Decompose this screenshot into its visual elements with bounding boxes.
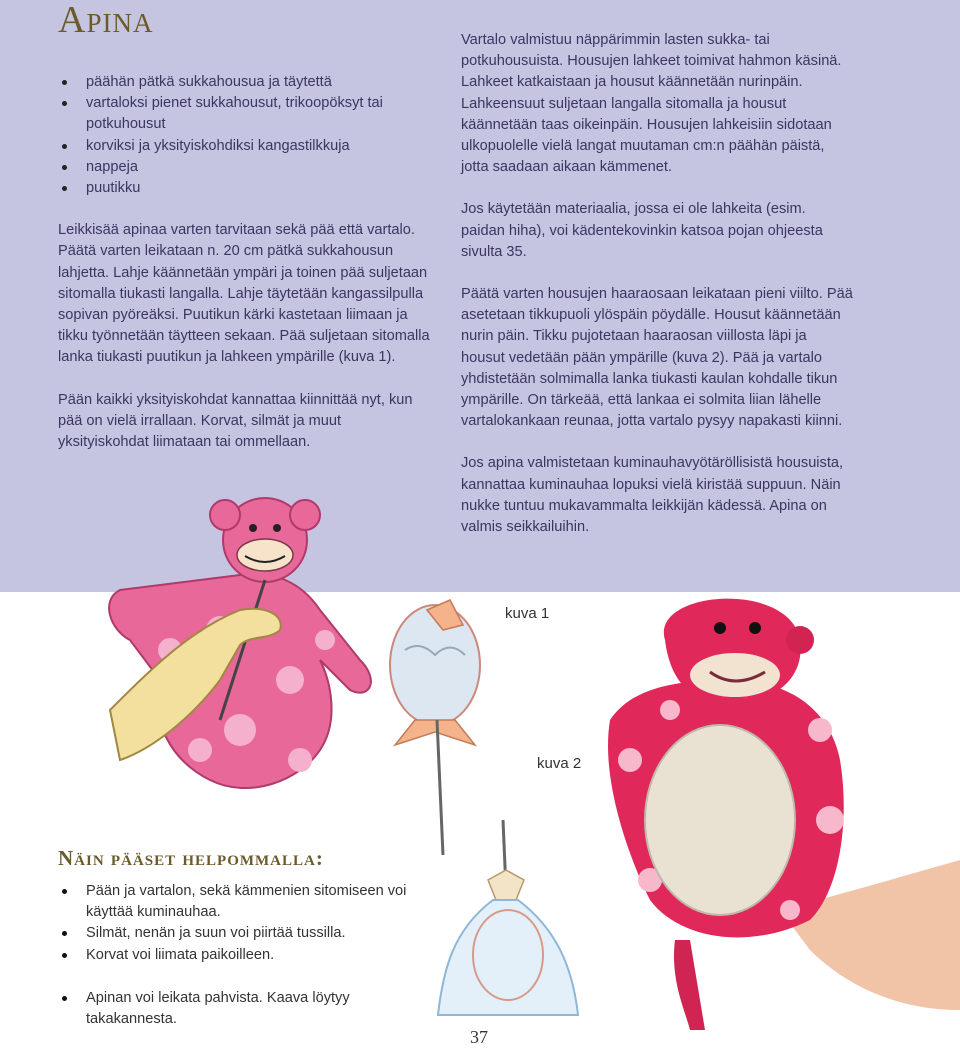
monkey-puppet-photo [590,580,960,1040]
puppet-drawing-illustration [90,480,390,810]
right-paragraph-body: Vartalo valmistuu näppärimmin lasten sukka- tai potkuhousuista. Housujen lahkeet toimivat hahmon käsinä. Lahkeet katkaistaan ja housut käännetään nurinpäin. Lahkeensuut suljetaan langalla sitomalla ja housut käännetään taas oikeinpäin. Housujen lahkeisiin sidotaan ulkopuolelle vielä langat muutaman cm:n päähän päistä, jotta saadaan aikaan kämmenet. [461,32,842,176]
page-title: Apina [58,0,154,41]
materials-item: nappeja [58,157,430,178]
left-paragraph-details: Pään kaikki yksityiskohdat kannattaa kiinnittää nyt, kun pää on vielä irrallaan. Korvat, silmät ja muut yksityiskohdat liimataan tai ommellaan. [58,391,413,451]
materials-item: puutikku [58,178,430,199]
tip-item: Korvat voi liimata paikoilleen. [58,945,408,966]
tip-item: Pään ja vartalon, sekä kämmenien sitomiseen voi käyttää kuminauhaa. [58,881,408,923]
right-column [461,30,853,538]
figure-caption-1: kuva 1 [505,605,550,622]
tips-list [58,881,408,966]
right-paragraph-material: Jos käytetään materiaalia, jossa ei ole lahkeita (esim. paidan hiha), voi kädentekovinkin katsoa pojan ohjeesta sivulta 35. [461,201,823,260]
left-paragraph-head: Leikkisää apinaa varten tarvitaan sekä pää että vartalo. Päätä varten leikataan n. 20 cm pätkä sukkahousun lahjetta. Lahje käännetään ympäri ja toinen pää suljetaan sitomalla tiukasti langalla. Lahje täytetään kangassilpulla sopivan pyöreäksi. Puutikun kärki kastetaan liimaan ja tikku työnnetään täytteen sekaan. Pää suljetaan sitomalla lanka tiukasti puutikun ja lahkeen ympärille (kuva 1). [58,222,430,366]
body-over-head-illustration [438,820,578,1020]
tips-section [58,881,408,966]
left-column [58,72,430,453]
materials-item: vartaloksi pienet sukkahousut, trikoopöksyt tai potkuhousut [58,93,430,135]
tips-extra-list [58,988,408,1030]
right-paragraph-finish: Jos apina valmistetaan kuminauhavyötäröllisistä housuista, kannattaa kuminauhaa lopuksi vielä kiristää suppuun. Näin nukke tuntuu mukavammalta leikkijän kädessä. Apina on valmis seikkailuihin. [461,455,844,536]
materials-item: korviksi ja yksityiskohdiksi kangastilkkuja [58,136,430,157]
tips-extra-section [58,988,408,1030]
right-paragraph-assembly: Päätä varten housujen haaraosaan leikataan pieni viilto. Pää asetetaan tikkupuoli ylöspäin pöydälle. Housut käännetään nurin päin. Tikku pujotetaan haaraosan viillosta läpi ja housut vedetään pään ympärille (kuva 2). Pää ja vartalo yhdistetään solmimalla lanka tiukasti kaulan kohdalle tikun ympärille. On tärkeää, että lankaa ei solmita liian lähelle vartalokankaan reunaa, jotta vartalo pysyy napakasti kiinni. [461,286,853,430]
tip-item: Silmät, nenän ja suun voi piirtää tussilla. [58,923,408,944]
page-number: 37 [470,1027,488,1047]
materials-item: päähän pätkä sukkahousua ja täytettä [58,72,430,93]
materials-list [58,72,430,199]
figure-caption-2: kuva 2 [537,755,582,772]
tip-extra-item: Apinan voi leikata pahvista. Kaava löytyy takakannesta. [58,988,408,1030]
tips-title: Näin pääset helpommalla: [58,846,324,870]
